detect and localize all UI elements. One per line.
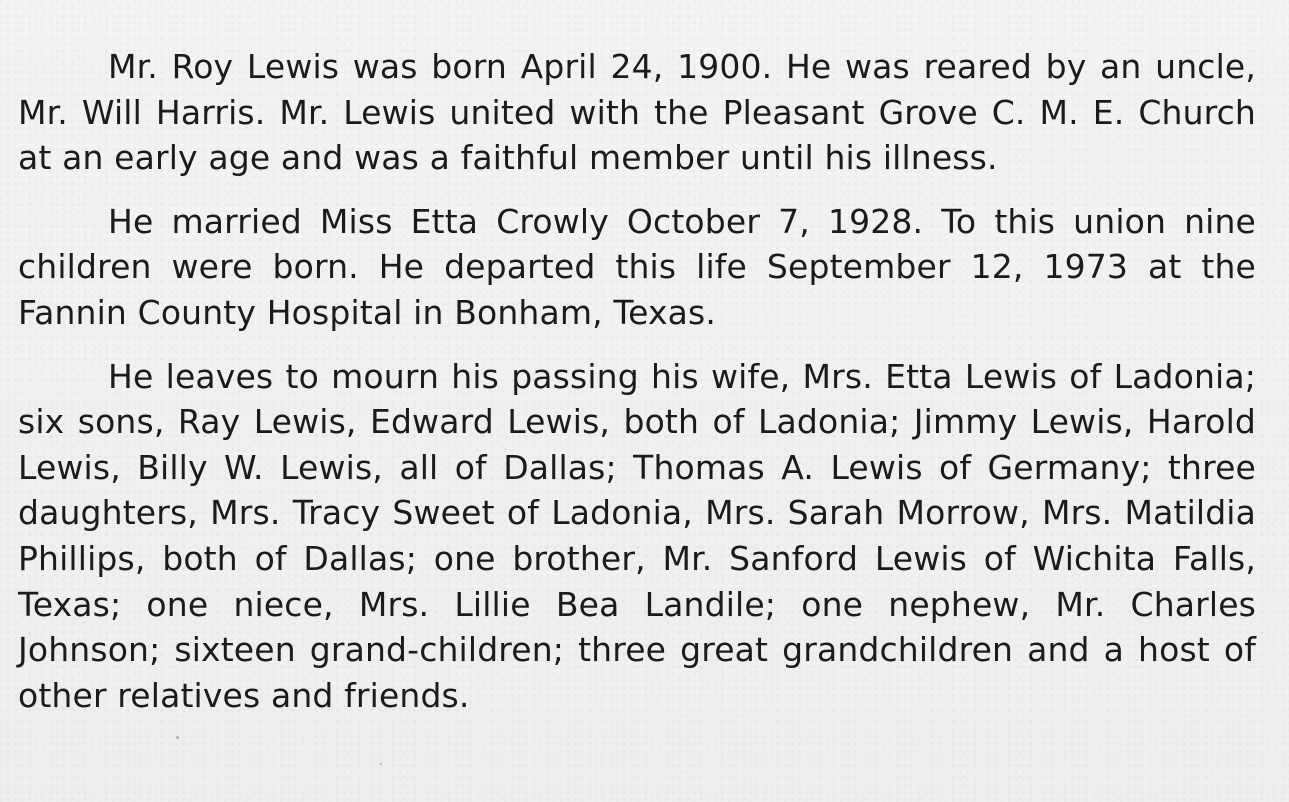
obituary-paragraph-marriage-death: He married Miss Etta Crowly October 7, 1928. To this union nine children were born. He departed this life September 12, 1973 at the Fannin County Hospital in Bonham, Texas. <box>18 201 1256 332</box>
obituary-text-block <box>18 44 1256 718</box>
obituary-paragraph-survivors: He leaves to mourn his passing his wife, Mrs. Etta Lewis of Ladonia; six sons, Ray Lewis, Edward Lewis, both of Ladonia; Jimmy Lewis, Harold Lewis, Billy W. Lewis, all of Dallas; Thomas A. Lewis of Germany; three daughters, Mrs. Tracy Sweet of Ladonia, Mrs. Sarah Morrow, Mrs. Matildia Phillips, both of Dallas; one brother, Mr. Sanford Lewis of Wichita Falls, Texas; one niece, Mrs. Lillie Bea Landile; one nephew, Mr. Charles Johnson; sixteen grand-children; three great grandchildren and a host of other relatives and friends. <box>18 356 1256 715</box>
scan-speck <box>176 736 179 739</box>
scan-speck <box>380 763 382 765</box>
obituary-paragraph-birth: Mr. Roy Lewis was born April 24, 1900. He was reared by an uncle, Mr. Will Harris. Mr. Lewis united with the Pleasant Grove C. M. E. Church at an early age and was a faithful member until his illness. <box>18 47 1256 178</box>
